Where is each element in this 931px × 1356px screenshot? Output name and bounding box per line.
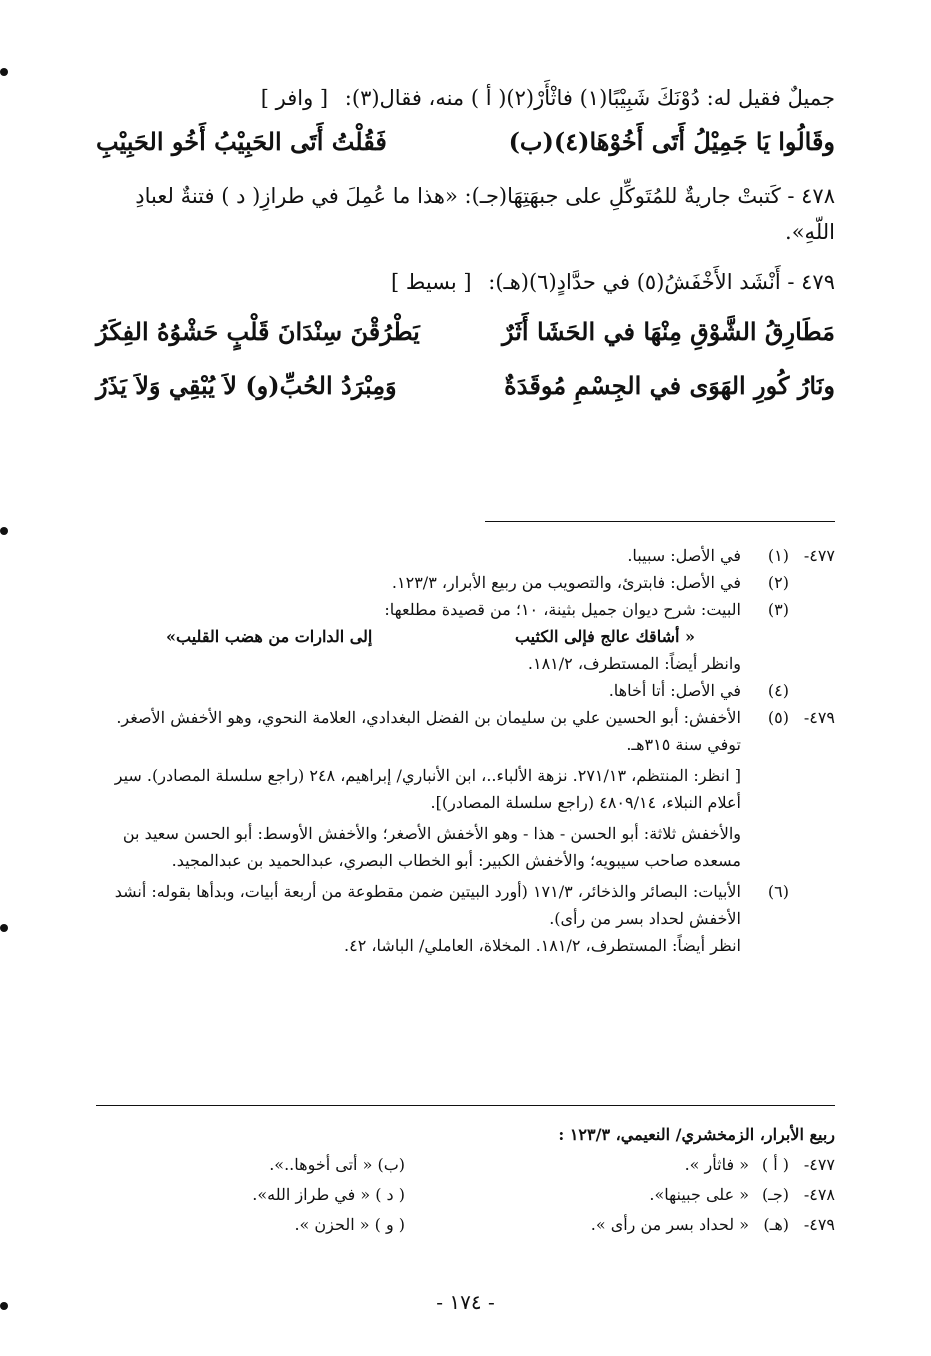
footnotes [96,542,835,959]
footnote: (٣) البيت: شرح ديوان جميل بثينة، ١٠؛ من قصيدة مطلعها: [96,596,835,623]
variant-letter: ( أ ) [761,1155,789,1174]
variants-divider [96,1105,835,1106]
item-479: ٤٧٩ - أَنْشَد الأَخْفَشُ(٥) في حدَّادٍ(٦)(هـ): [ بسيط ] [391,270,835,294]
footnote: (٦) الأبيات: البصائر والذخائر، ١٧١/٣ (أورد البيتين ضمن مقطوعة من أربعة أبيات، وبدأها بقوله: أنشد الأخفش لحداد بسر من رأى). [96,878,835,932]
footnote-number: (٦) [767,882,789,901]
hemistich-second: يَطْرُقْنَ سِنْدَانَ قَلْبٍ حَشْوُهُ الفِكَرُ [96,317,420,346]
verse [96,120,835,164]
hemistich-first: مَطَارِقُ الشَّوْقِ مِنْهَا في الحَشَا أَثَرٌ [502,317,835,346]
variants-heading: ربيع الأبرار، الزمخشري/ النعيمي، ١٢٣/٣ : [558,1125,835,1144]
margin-dot [0,527,8,535]
main-text [96,80,835,408]
quoted-verse: « أشاقك عالج فإلى الكثيب إلى الدارات من هضب القليب» [166,627,695,646]
item-number: ٤٧٧- [803,1155,835,1174]
variant-letter: (جـ) [761,1185,789,1204]
variant-row: ٤٧٩- (هـ) « لحداد بسر من رأى ». ( و ) « الحزن ». [96,1210,835,1240]
footnote: ٤٧٩- (٥) الأخفش: أبو الحسين علي بن سليمان بن الفضل البغدادي، العلامة النحوي، وهو الأخفش الأصغر. توفي سنة ٣١٥هـ. [96,704,835,758]
text-line: جميلٌ فقيل له: دُوْنَكَ شَبِيْبًا(١) فاثْأَرْ(٢)( أ ) منه، فقال(٣): [ وافر ] [260,86,835,110]
item-number: ٤٧٧- [803,546,835,565]
item-number: ٤٧٩- [803,708,835,727]
item-number: ٤٧٩- [803,1215,835,1234]
footnote-divider [485,521,835,522]
footnote: ٤٧٧- (١) في الأصل: سبيبا. [96,542,835,569]
hemistich-first: ونَارُ كُورِ الهَوَى في الجِسْمِ مُوقَدَةٌ [504,371,835,400]
page-number: - ١٧٤ - [436,1290,495,1314]
variant-readings [96,1120,835,1240]
footnote: (٤) في الأصل: أتا أخاها. [96,677,835,704]
footnote-number: (١) [767,546,789,565]
footnote: (٢) في الأصل: فابترئ، والتصويب من ربيع الأبرار، ١٢٣/٣. [96,569,835,596]
footnote-text: وانظر أيضاً: المستطرف، ١٨١/٢. [527,654,741,673]
hemistich-first: وقَالُوا يَا جَمِيْلُ أَتَى أَخُوْهَا(٤)(ب) [508,127,835,156]
variant-row: ٤٧٧- ( أ ) « فاثأر ». (ب) « أتى أخوها..». [96,1150,835,1180]
item-number: ٤٧٨- [803,1185,835,1204]
hemistich-second: فَقُلْتُ أَتَى الحَبِيْبُ أَخُو الحَبِيْبِ [96,127,387,156]
variant-row: ٤٧٨- (جـ) « على جبينها». ( د ) « في طراز الله». [96,1180,835,1210]
footnote-text: [ انظر: المنتظم، ٢٧١/١٣. نزهة الألباء..، ابن الأنباري/ إبراهيم، ٢٤٨ (راجع سلسلة المصادر). سير أعلام النبلاء، ٤٨٠٩/١٤ (راجع سلسلة المصادر)]. [114,766,741,812]
margin-dot [0,68,8,76]
footnote-number: (٥) [767,708,789,727]
verse [96,364,835,408]
verse [96,310,835,354]
footnote-number: (٤) [767,681,789,700]
footnote-number: (٣) [767,600,789,619]
meter-label: [ وافر ] [260,86,329,110]
item-478: ٤٧٨ - كَتبتْ جاريةٌ للمُتَوكِّلِ على جبهَتِهَا(جـ): «هذا ما عُمِلَ في طرازِ( د ) فتنةٌ لعبادِ اللّهِ». [135,184,835,244]
variant-letter: (هـ) [763,1215,789,1234]
margin-dot [0,924,8,932]
meter-label: [ بسيط ] [391,270,472,294]
footnote-number: (٢) [767,573,789,592]
footnote-text: والأخفش ثلاثة: أبو الحسن - هذا - وهو الأخفش الأصغر؛ والأخفش الأوسط: أبو الحسن سعيد بن مسعده صاحب سيبويه؛ والأخفش الكبير: أبو الخطاب البصري، عبدالحميد بن عبدالمجيد. [122,824,741,870]
hemistich-second: وَمِبْرَدُ الحُبِّ(و) لاَ يُبْقِي وَلاَ يَذَرُ [96,371,397,400]
footnote-text: انظر أيضاً: المستطرف، ١٨١/٢. المخلاة، العاملي/ الباشا، ٤٢. [344,936,741,955]
